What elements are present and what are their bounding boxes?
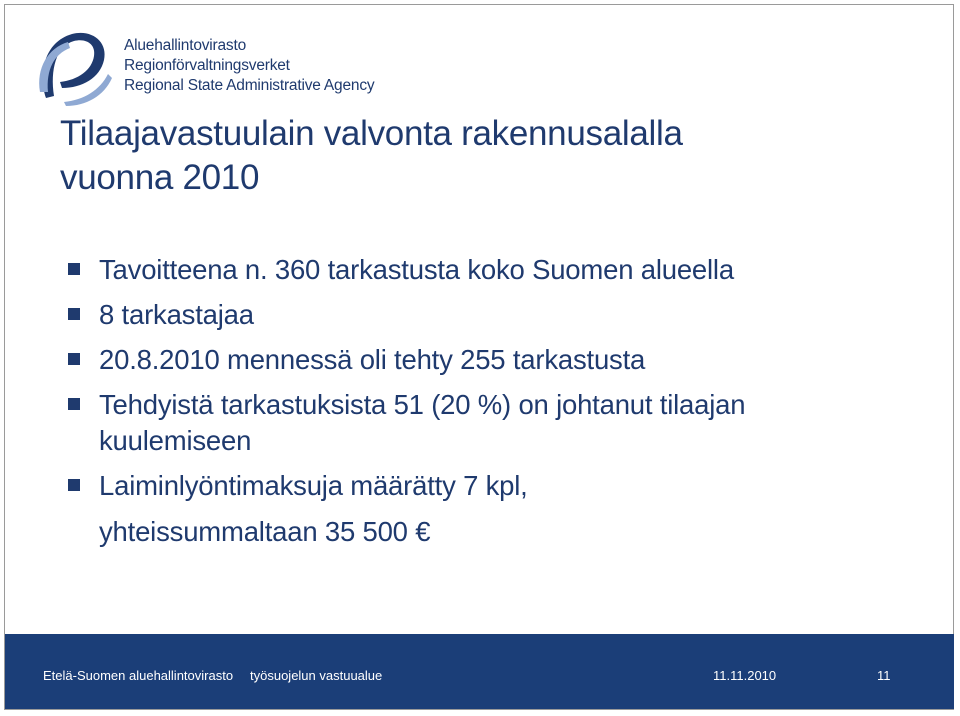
footer-page-number: 11: [877, 668, 891, 683]
footer-organization: Etelä-Suomen aluehallintovirasto: [43, 668, 234, 683]
bullet-square-icon: [68, 308, 80, 320]
organization-name: [124, 36, 374, 96]
bullet-square-icon: [68, 398, 80, 410]
bullet-square-icon: [68, 479, 80, 491]
bullet-text: 8 tarkastajaa: [99, 299, 254, 330]
bullet-text: Tehdyistä tarkastuksista 51 (20 %) on johtanut tilaajan: [99, 389, 746, 420]
agency-logo-icon: [34, 26, 114, 106]
bullet-square-icon: [68, 263, 80, 275]
org-name-en: Regional State Administrative Agency: [124, 77, 375, 94]
org-name-fi: Aluehallintovirasto: [124, 37, 246, 54]
title-line-2: vuonna 2010: [60, 158, 260, 197]
bullet-item: [66, 252, 906, 288]
bullet-text: Tavoitteena n. 360 tarkastusta koko Suomen alueella: [99, 254, 734, 285]
footer-date: 11.11.2010: [713, 668, 777, 683]
bullet-item: [66, 468, 906, 550]
title-line-1: Tilaajavastuulain valvonta rakennusalalla: [60, 114, 683, 153]
footer-unit: työsuojelun vastuualue: [250, 668, 383, 683]
bullet-text: 20.8.2010 mennessä oli tehty 255 tarkastusta: [99, 344, 646, 375]
bullet-text-continuation: kuulemiseen: [99, 425, 252, 456]
bullet-item: [66, 342, 906, 378]
bullet-square-icon: [68, 353, 80, 365]
bullet-text-continuation: yhteissummaltaan 35 500 €: [99, 516, 431, 547]
footer-bar: [5, 634, 954, 709]
bullet-item: [66, 387, 906, 459]
bullet-item: [66, 297, 906, 333]
bullet-list: [66, 252, 906, 559]
slide-title: [60, 112, 880, 200]
bullet-text: Laiminlyöntimaksuja määrätty 7 kpl,: [99, 470, 528, 501]
org-name-sv: Regionförvaltningsverket: [124, 57, 290, 74]
